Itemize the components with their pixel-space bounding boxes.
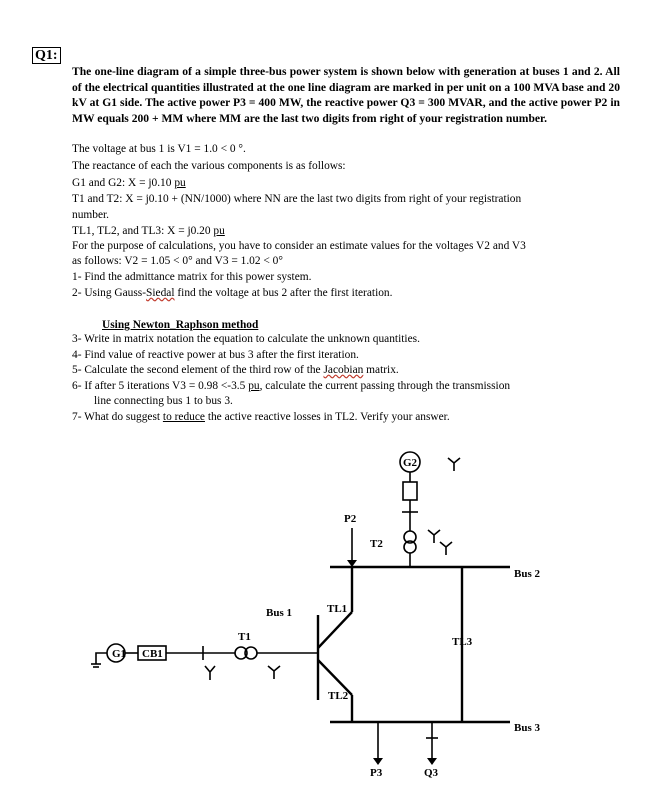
p2-label: P2 — [344, 513, 357, 525]
tl2-label: TL2 — [328, 690, 349, 702]
task-2-a: 2- Using Gauss- — [72, 287, 147, 299]
task-6-a: 6- If after 5 iterations V3 = 0.98 <-3.5 — [72, 380, 249, 392]
bus1-label: Bus 1 — [266, 607, 292, 619]
task-5-b: Jacobian — [323, 364, 364, 376]
task-7 — [72, 410, 450, 424]
tl1-line — [318, 612, 352, 648]
cb1-label: CB1 — [142, 648, 163, 660]
transformer-reactance-cont: number. — [72, 209, 110, 221]
bus1-voltage: The voltage at bus 1 is V1 = 1.0 < 0 °. — [72, 143, 246, 155]
task-5 — [72, 363, 399, 377]
line-reactance — [72, 224, 225, 238]
task-2-b: Siedal — [146, 287, 175, 299]
task-2-c: find the voltage at bus 2 after the first iteration. — [174, 287, 393, 299]
task-6 — [72, 379, 510, 393]
q3-label: Q3 — [424, 767, 439, 779]
g2-label: G2 — [403, 457, 418, 469]
cb2-breaker — [403, 482, 417, 500]
reactance-intro: The reactance of each the various components is as follows: — [72, 160, 346, 172]
g1-label: G1 — [112, 648, 127, 660]
voltage-estimate-cont: as follows: V2 = 1.05 < 0° and V3 = 1.02 < 0° — [72, 255, 283, 267]
task-6-cont: line connecting bus 1 to bus 3. — [94, 395, 233, 407]
task-6-c: , calculate the current passing through the transmission — [259, 380, 511, 392]
one-line-diagram — [0, 430, 657, 785]
generator-reactance-unit: pu — [174, 177, 186, 189]
tl3-label: TL3 — [452, 636, 473, 648]
tl1-label: TL1 — [327, 603, 348, 615]
task-3: 3- Write in matrix notation the equation to calculate the unknown quantities. — [72, 333, 420, 345]
p3-label: P3 — [370, 767, 383, 779]
bus3-label: Bus 3 — [514, 722, 540, 734]
task-4: 4- Find value of reactive power at bus 3 after the first iteration. — [72, 349, 359, 361]
question-intro: The one-line diagram of a simple three-bus power system is shown below with generation at buses 1 and 2. All of the electrical quantities illustrated at the one line diagram are marked in per unit on a 100 MVA base and 20 kV at G1 side. The active power P3 = 400 MW, the reactive power Q3 = 300 MVAR, and the active power P2 in MW equals 200 + MM where MM are the last two digits from right of your registration number. — [72, 65, 620, 125]
line-reactance-text: TL1, TL2, and TL3: X = j0.20 — [72, 225, 211, 237]
voltage-estimate: For the purpose of calculations, you have to consider an estimate values for the voltages V2 and V3 — [72, 240, 526, 252]
line-reactance-unit: pu — [213, 225, 225, 237]
task-5-a: 5- Calculate the second element of the third row of the — [72, 364, 324, 376]
task-2 — [72, 286, 392, 300]
question-label: Q1: — [32, 47, 61, 64]
task-1: 1- Find the admittance matrix for this power system. — [72, 271, 312, 283]
generator-reactance — [72, 176, 186, 190]
task-7-a: 7- What do suggest — [72, 411, 163, 423]
transformer-reactance: T1 and T2: X = j0.10 + (NN/1000) where NN are the last two digits from right of your registration — [72, 193, 522, 205]
task-7-b: to reduce — [162, 411, 205, 423]
bus2-label: Bus 2 — [514, 568, 540, 580]
task-7-c: the active reactive losses in TL2. Verify your answer. — [204, 411, 450, 423]
t2-label: T2 — [370, 538, 383, 550]
t1-label: T1 — [238, 631, 251, 643]
generator-reactance-text: G1 and G2: X = j0.10 — [72, 177, 172, 189]
task-5-c: matrix. — [363, 364, 399, 376]
task-6-b: pu — [248, 380, 260, 392]
newton-raphson-heading: Using Newton_Raphson method — [102, 319, 259, 331]
